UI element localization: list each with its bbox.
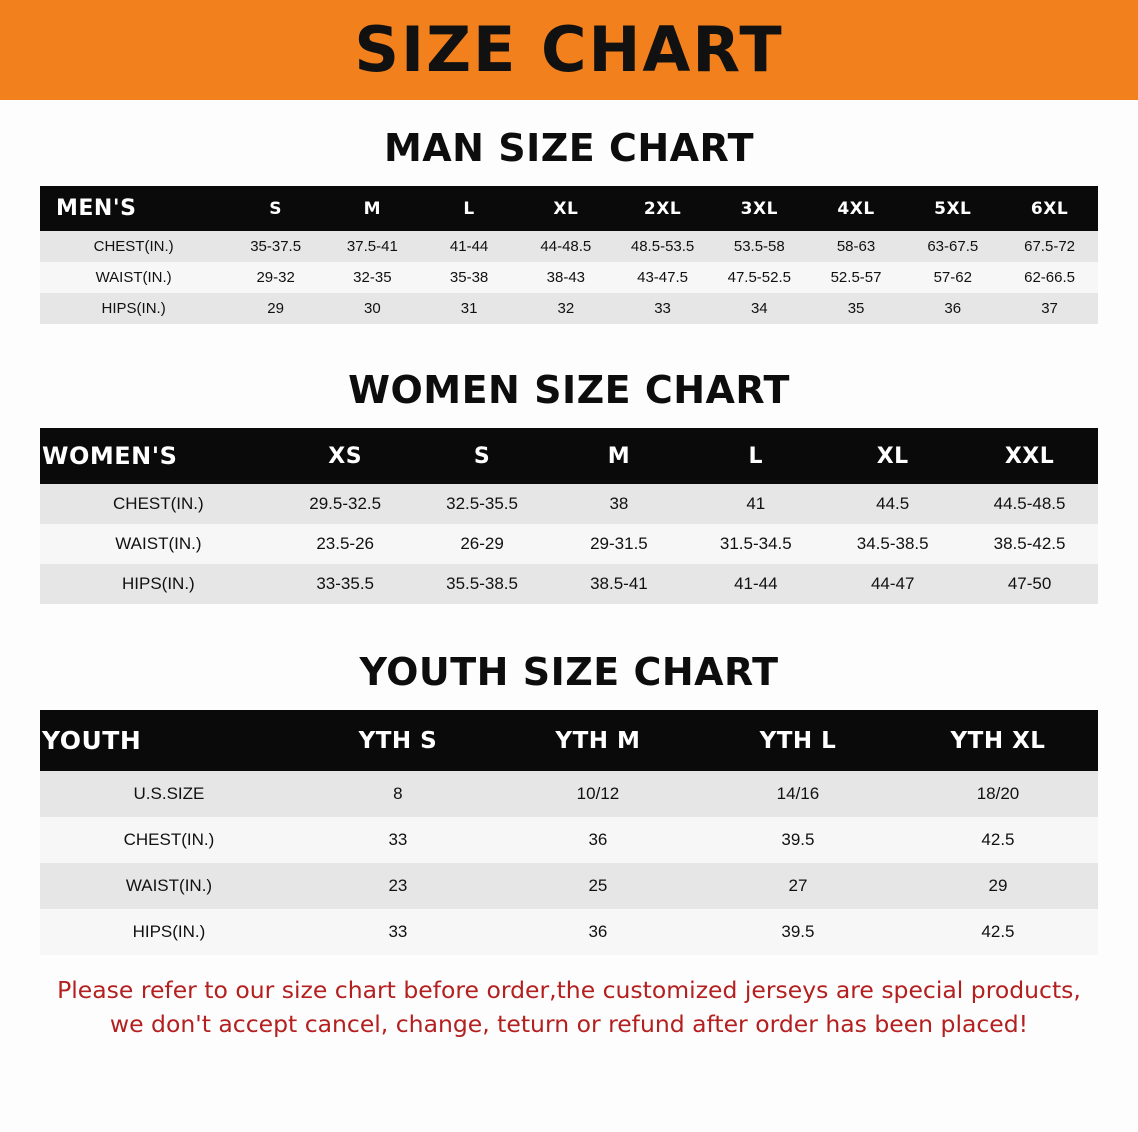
table-cell: 32.5-35.5 [414,484,551,524]
table-header-row [40,428,1098,484]
footer-note-line-1: Please refer to our size chart before order,the customized jerseys are special products, [57,976,1081,1004]
table-cell: 52.5-57 [808,262,905,293]
page-title: SIZE CHART [354,13,784,86]
table-cell: 62-66.5 [1001,262,1098,293]
table-cell: 35 [808,293,905,324]
table-cell: 32-35 [324,262,421,293]
table-cell: 27 [698,863,898,909]
table-cell: 23.5-26 [277,524,414,564]
man-size-table [40,186,1098,324]
man-header-cell: 5XL [904,186,1001,231]
women-size-table [40,428,1098,604]
table-row [40,863,1098,909]
table-cell: 42.5 [898,817,1098,863]
women-header-cell: WOMEN'S [40,428,277,484]
table-cell: 36 [904,293,1001,324]
table-cell: 10/12 [498,771,698,817]
table-cell: 23 [298,863,498,909]
table-cell: 18/20 [898,771,1098,817]
table-cell: 8 [298,771,498,817]
women-header-cell: M [551,428,688,484]
table-cell: 44-48.5 [517,231,614,262]
man-header-cell: 2XL [614,186,711,231]
table-cell: 41 [687,484,824,524]
row-label: WAIST(IN.) [40,863,298,909]
women-table-body [40,484,1098,604]
table-cell: 35.5-38.5 [414,564,551,604]
table-cell: 63-67.5 [904,231,1001,262]
youth-header-cell: YTH S [298,710,498,771]
table-cell: 67.5-72 [1001,231,1098,262]
table-cell: 48.5-53.5 [614,231,711,262]
table-cell: 34 [711,293,808,324]
youth-table-wrapper [40,710,1098,955]
table-cell: 42.5 [898,909,1098,955]
row-label: HIPS(IN.) [40,293,227,324]
row-label: U.S.SIZE [40,771,298,817]
youth-header-cell: YTH M [498,710,698,771]
table-cell: 44.5-48.5 [961,484,1098,524]
table-cell: 53.5-58 [711,231,808,262]
row-label: CHEST(IN.) [40,484,277,524]
table-cell: 37.5-41 [324,231,421,262]
youth-table-head [40,710,1098,771]
table-cell: 38-43 [517,262,614,293]
table-cell: 57-62 [904,262,1001,293]
table-cell: 36 [498,909,698,955]
table-cell: 33 [298,909,498,955]
women-header-cell: L [687,428,824,484]
man-header-cell: MEN'S [40,186,227,231]
table-row [40,524,1098,564]
women-header-cell: S [414,428,551,484]
table-cell: 43-47.5 [614,262,711,293]
table-cell: 39.5 [698,909,898,955]
table-row [40,817,1098,863]
women-table-wrapper [40,428,1098,604]
table-row [40,564,1098,604]
table-cell: 38.5-41 [551,564,688,604]
youth-header-cell: YTH L [698,710,898,771]
women-table-head [40,428,1098,484]
table-row [40,231,1098,262]
man-header-cell: 4XL [808,186,905,231]
row-label: HIPS(IN.) [40,564,277,604]
table-cell: 38.5-42.5 [961,524,1098,564]
table-cell: 47.5-52.5 [711,262,808,293]
table-cell: 33-35.5 [277,564,414,604]
header-banner [0,0,1138,100]
women-header-cell: XL [824,428,961,484]
row-label: CHEST(IN.) [40,817,298,863]
women-header-cell: XXL [961,428,1098,484]
table-row [40,484,1098,524]
table-cell: 35-37.5 [227,231,324,262]
man-header-cell: L [421,186,518,231]
table-cell: 31.5-34.5 [687,524,824,564]
row-label: CHEST(IN.) [40,231,227,262]
man-section-title: MAN SIZE CHART [383,126,755,170]
table-cell: 34.5-38.5 [824,524,961,564]
table-cell: 29 [898,863,1098,909]
table-cell: 26-29 [414,524,551,564]
table-cell: 14/16 [698,771,898,817]
youth-header-cell: YTH XL [898,710,1098,771]
footer-note [36,973,1102,1041]
table-cell: 33 [298,817,498,863]
table-cell: 38 [551,484,688,524]
table-cell: 37 [1001,293,1098,324]
man-header-cell: 6XL [1001,186,1098,231]
table-cell: 35-38 [421,262,518,293]
table-cell: 41-44 [421,231,518,262]
man-table-body [40,231,1098,324]
women-section-title: WOMEN SIZE CHART [348,368,790,412]
footer-note-line-2: we don't accept cancel, change, teturn or refund after order has been placed! [109,1010,1029,1039]
table-cell: 32 [517,293,614,324]
table-cell: 47-50 [961,564,1098,604]
youth-table-body [40,771,1098,955]
row-label: HIPS(IN.) [40,909,298,955]
table-cell: 39.5 [698,817,898,863]
table-header-row [40,710,1098,771]
table-cell: 36 [498,817,698,863]
man-table-head [40,186,1098,231]
table-cell: 31 [421,293,518,324]
table-cell: 58-63 [808,231,905,262]
youth-size-table [40,710,1098,955]
table-cell: 30 [324,293,421,324]
table-cell: 29-31.5 [551,524,688,564]
youth-header-cell: YOUTH [40,710,298,771]
table-cell: 33 [614,293,711,324]
table-cell: 41-44 [687,564,824,604]
table-row [40,262,1098,293]
table-row [40,293,1098,324]
table-header-row [40,186,1098,231]
man-header-cell: XL [517,186,614,231]
table-cell: 29-32 [227,262,324,293]
table-cell: 44.5 [824,484,961,524]
youth-section-title: YOUTH SIZE CHART [359,650,779,694]
women-header-cell: XS [277,428,414,484]
man-header-cell: M [324,186,421,231]
table-cell: 25 [498,863,698,909]
man-header-cell: S [227,186,324,231]
table-cell: 29 [227,293,324,324]
table-cell: 44-47 [824,564,961,604]
row-label: WAIST(IN.) [40,262,227,293]
table-row [40,771,1098,817]
table-row [40,909,1098,955]
row-label: WAIST(IN.) [40,524,277,564]
man-header-cell: 3XL [711,186,808,231]
table-cell: 29.5-32.5 [277,484,414,524]
man-table-wrapper [40,186,1098,324]
